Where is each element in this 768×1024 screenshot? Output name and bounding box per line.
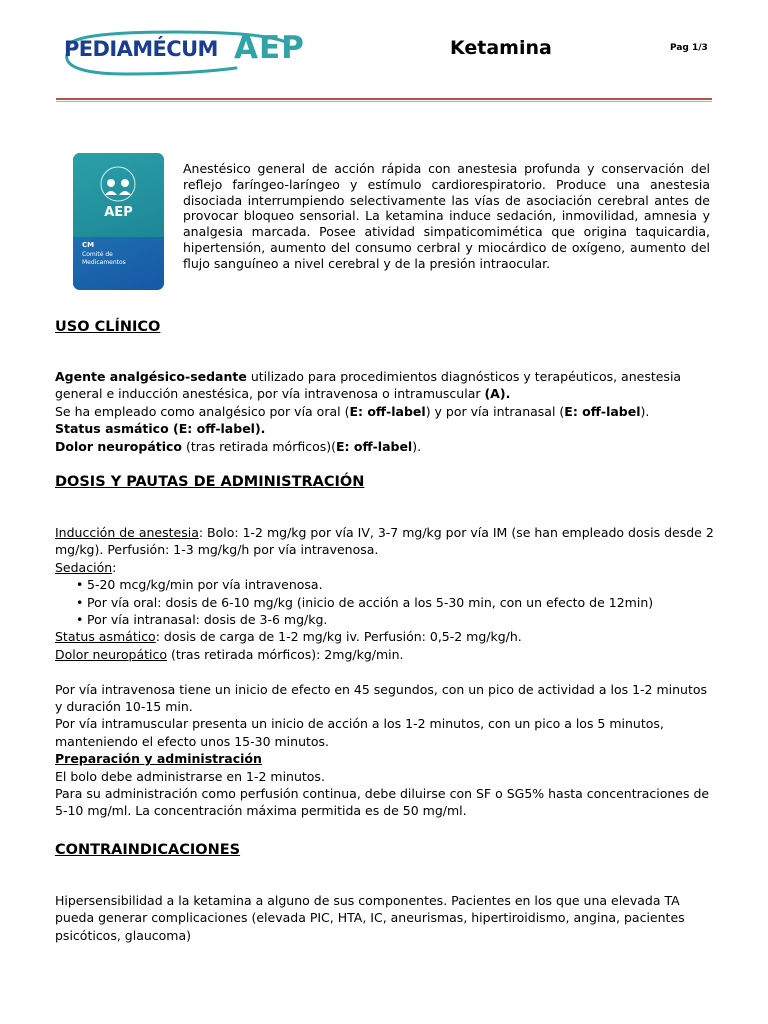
induccion-label: Inducción de anestesia bbox=[55, 525, 199, 540]
uso-clinico-p3: Status asmático (E: off-label). bbox=[55, 421, 266, 437]
section-heading-contraindicaciones: CONTRAINDICACIONES bbox=[55, 842, 241, 858]
uso-clinico-p1 bbox=[55, 368, 715, 403]
badge-aep-label: AEP bbox=[104, 205, 133, 220]
section-heading-dosis: DOSIS Y PAUTAS DE ADMINISTRACIÓN bbox=[55, 474, 365, 490]
dolor-text: (tras retirada mórficos): 2mg/kg/min. bbox=[167, 646, 404, 662]
badge-cm-label: CM bbox=[82, 241, 95, 249]
uso-clinico-body bbox=[55, 368, 715, 455]
sedacion-line bbox=[55, 559, 715, 576]
text-span: ) y por vía intranasal ( bbox=[425, 403, 565, 419]
header-rule-secondary bbox=[56, 101, 712, 102]
dolor-line bbox=[55, 646, 715, 663]
spacer bbox=[55, 663, 715, 680]
text-span: ). bbox=[412, 438, 422, 454]
status-line bbox=[55, 628, 715, 645]
agent-text: utilizado para procedimientos diagnósticos y terapéuticos, anestesia general e inducción anestésica, por vía intravenosa o intramuscular bbox=[55, 369, 682, 402]
prep-paragraph-2: Para su administración como perfusión continua, debe diluirse con SF o SG5% hasta concentraciones de 5-10 mg/ml. La concentración máxima permitida es de 50 mg/ml. bbox=[55, 786, 710, 819]
text-span: (tras retirada mórficos)( bbox=[182, 438, 336, 454]
dosis-body bbox=[55, 524, 715, 820]
status-label: Status asmático bbox=[55, 629, 156, 645]
evidence-tag: (A). bbox=[484, 386, 511, 402]
dolor-label: Dolor neuropático bbox=[55, 646, 168, 662]
off-label-tag: E: off-label bbox=[336, 438, 413, 454]
logo-text: PEDIAMÉCUM bbox=[64, 37, 218, 61]
agent-label: Agente analgésico-sedante bbox=[55, 369, 247, 384]
text-span: Se ha empleado como analgésico por vía oral ( bbox=[55, 403, 350, 419]
page-number: Pag 1/3 bbox=[670, 43, 708, 53]
text-span: : bbox=[112, 559, 117, 575]
header-rule bbox=[56, 98, 712, 100]
iv-paragraph: Por vía intravenosa tiene un inicio de efecto en 45 segundos, con un pico de actividad a los 1-2 minutos y duración 10-15 min. bbox=[55, 681, 708, 715]
aep-committee-badge bbox=[73, 153, 164, 290]
off-label-tag: E: off-label bbox=[349, 403, 426, 419]
section-heading-uso-clinico: USO CLÍNICO bbox=[55, 319, 161, 335]
text-span: ). bbox=[640, 403, 650, 419]
list-item: • 5-20 mcg/kg/min por vía intravenosa. bbox=[87, 576, 715, 593]
contraindicaciones-paragraph: Hipersensibilidad a la ketamina a alguno de sus componentes. Pacientes en los que una elevada TA pueda generar complicaciones (elevada PIC, HTA, IC, aneurismas, hipertiroidismo, angina, pacientes psicóticos, glaucoma) bbox=[55, 893, 685, 943]
intro-paragraph: Anestésico general de acción rápida con anestesia profunda y conservación del reflejo faríngeo-laríngeo y estímulo cardiorespiratorio. Produce una anestesia disociada interrumpiendo selectivamente las vías de asociación cerebral antes de provocar bloqueo sensorial. La ketamina induce sedación, inmovilidad, amnesia y analgesia marcada. Posee atividad simpaticomimética que origina taquicardia, hipertensión, aumento del consumo cerbral y miocárdico de oxígeno, aumento del flujo sanguíneo a nivel cerebral y de la presión intraocular. bbox=[183, 161, 710, 271]
off-label-tag: E: off-label bbox=[564, 403, 641, 419]
im-paragraph: Por vía intramuscular presenta un inicio de acción a los 1-2 minutos, con un pico a los 5 minutos, manteniendo el efecto unos 15-30 minutos. bbox=[55, 716, 664, 749]
induccion-text: : Bolo: 1-2 mg/kg por vía IV, 3-7 mg/kg por vía IM (se han empleado dosis desde 2 mg/kg). Perfusión: 1-3 mg/kg/h por vía intravenosa. bbox=[55, 525, 714, 558]
uso-clinico-p4 bbox=[55, 438, 715, 455]
prep-paragraph-1: El bolo debe administrarse en 1-2 minutos. bbox=[55, 768, 325, 784]
document-title: Ketamina bbox=[450, 37, 552, 59]
prep-heading: Preparación y administración bbox=[55, 751, 262, 767]
list-item: • Por vía oral: dosis de 6-10 mg/kg (inicio de acción a los 5-30 min, con un efecto de 12min) bbox=[87, 594, 715, 611]
status-text: : dosis de carga de 1-2 mg/kg iv. Perfusión: 0,5-2 mg/kg/h. bbox=[155, 629, 522, 645]
uso-clinico-p2 bbox=[55, 403, 715, 420]
induccion-paragraph bbox=[55, 524, 715, 559]
logo-brand: AEP bbox=[234, 30, 305, 66]
badge-subtitle: Comité de Medicamentos bbox=[82, 251, 126, 266]
sedacion-label: Sedación bbox=[55, 559, 113, 575]
sedacion-list bbox=[55, 576, 715, 628]
aep-seal-icon bbox=[95, 163, 141, 203]
dolor-label: Dolor neuropático bbox=[55, 438, 183, 454]
list-item: • Por vía intranasal: dosis de 3-6 mg/kg. bbox=[87, 611, 715, 628]
